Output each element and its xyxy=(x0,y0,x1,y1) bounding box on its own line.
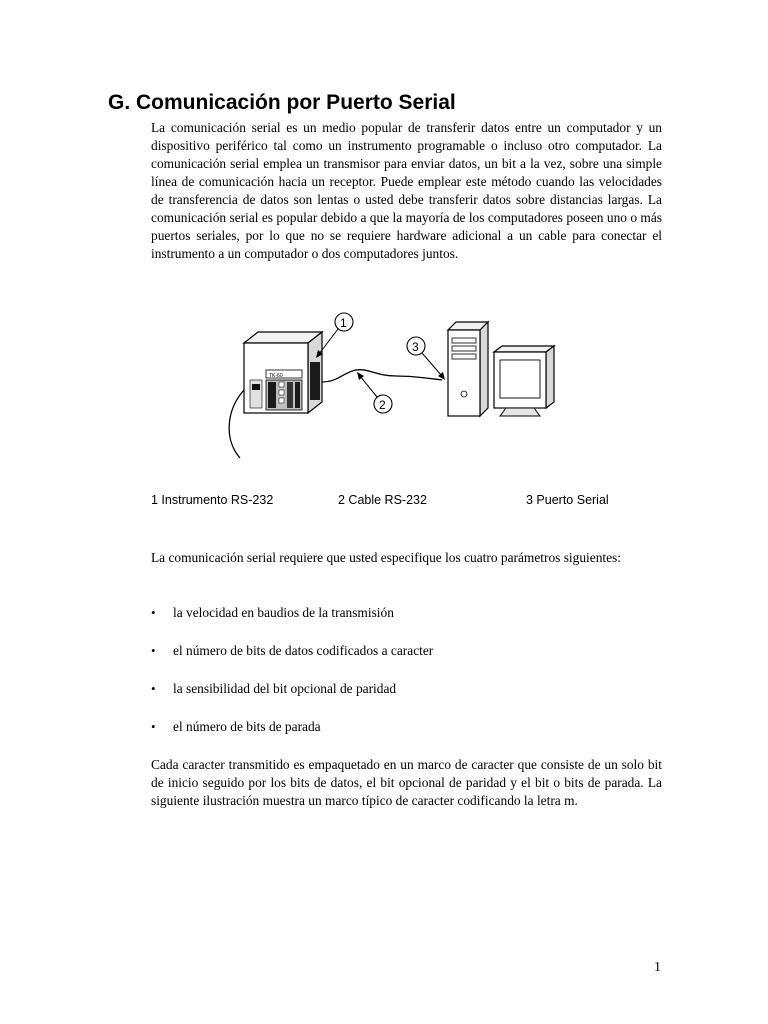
list-item-text: el número de bits de parada xyxy=(173,719,321,734)
callout-2-label: 2 xyxy=(379,398,386,412)
list-item-text: la velocidad en baudios de la transmisión xyxy=(173,605,394,620)
list-item xyxy=(151,604,671,642)
rs232-connection-diagram xyxy=(226,310,556,470)
caption-instrument: 1 Instrumento RS-232 xyxy=(151,493,274,507)
caption-serial-port: 3 Puerto Serial xyxy=(526,493,609,507)
instrument-display-label: TK-60 xyxy=(269,373,283,379)
bullet-icon: • xyxy=(151,605,156,620)
list-item-text: la sensibilidad del bit opcional de paridad xyxy=(173,681,397,696)
intro-paragraph: La comunicación serial es un medio popular de transferir datos entre un computador y un dispositivo periférico tal como un instrumento programable o incluso otro computador. La comunicación serial emplea un transmisor para enviar datos, un bit a la vez, sobre una simple línea de comunicación hacia un receptor. Puede emplear este método cuando las velocidades de transferencia de datos son lentas o usted debe transferir datos sobre distancias largas. La comunicación serial es popular debido a que la mayoría de los computadores poseen uno o más puertos seriales, por lo que no se requiere hardware adicional a un cable para conectar el instrumento a un computador o dos computadores juntos. xyxy=(151,120,662,261)
rs232-instrument-icon xyxy=(244,332,322,413)
parameters-intro-paragraph: La comunicación serial requiere que usted especifique los cuatro parámetros siguientes: xyxy=(151,550,621,565)
bullet-icon: • xyxy=(151,681,156,696)
list-item-text: el número de bits de datos codificados a caracter xyxy=(173,643,434,658)
parameters-list xyxy=(151,604,671,756)
rs232-cable xyxy=(229,390,244,458)
computer-tower-icon xyxy=(448,322,488,416)
list-item xyxy=(151,642,671,680)
section-heading: G. Comunicación por Puerto Serial xyxy=(108,91,456,114)
bullet-icon: • xyxy=(151,719,156,734)
caption-cable: 2 Cable RS-232 xyxy=(338,493,427,507)
character-frame-paragraph: Cada caracter transmitido es empaquetado en un marco de caracter que consiste de un solo bit de inicio seguido por los bits de datos, el bit opcional de paridad y el bit o bits de parada. La siguiente ilustración muestra un marco típico de caracter codificando la letra m. xyxy=(151,757,662,808)
bullet-icon: • xyxy=(151,643,156,658)
list-item xyxy=(151,718,671,756)
callout-3-label: 3 xyxy=(412,340,419,354)
monitor-icon xyxy=(494,346,554,416)
page-number: 1 xyxy=(654,960,661,975)
list-item xyxy=(151,680,671,718)
callout-1-label: 1 xyxy=(340,316,347,330)
